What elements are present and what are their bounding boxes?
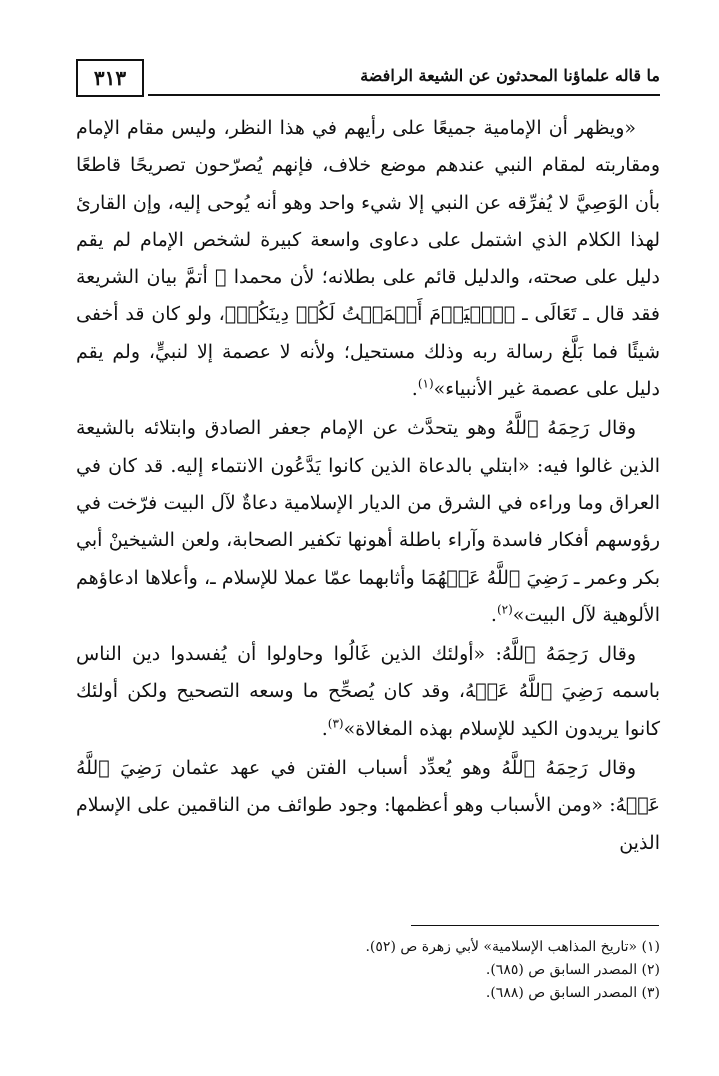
paragraph: «ويظهر أن الإمامية جميعًا على رأيهم في هذا النظر، وليس مقام الإمام ومقاربته لمقام النبي عندهم موضع خلاف، فإنهم يُصرّحون تصريحًا قاطعًا بأن الوَصِيَّ لا يُفرِّقه عن النبي إلا شيء واحد وهو أنه يُوحى إليه، وإن القارئ لهذا الكلام الذي اشتمل على دعاوى واسعة كبيرة لشخص الإمام لم يقم دليل على صحته، والدليل قائم على بطلانه؛ لأن محمدا ﷺ أتمَّ بيان الشريعة فقد قال ـ تَعَالَى ـ ﴿ٱلۡيَوۡمَ أَكۡمَلۡتُ لَكُمۡ دِينَكُمۡ﴾، ولو كان قد أخفى شيئًا فما بَلَّغ رسالة ربه وذلك مستحيل؛ ولأنه لا عصمة إلا لنبيٍّ، ولم يقم دليل على عصمة غير الأنبياء»$^{(١)}$.	[76, 117, 660, 401]
page-number-box	[76, 59, 144, 97]
footnote-ref: (٢)	[496, 602, 513, 617]
paragraph: وقال رَحِمَهُ ٱللَّهُ وهو يتحدَّث عن الإمام جعفر الصادق وابتلائه بالشيعة الذين غالوا فيه: «ابتلي بالدعاة الذين كانوا يَدَّعُون الانتماء إليه. قد كان في العراق وما وراءه في الشرق من الديار الإسلامية دعاةٌ لآل البيت فرّخت في رؤوسهم أفكار فاسدة وآراء باطلة أهونها تكفير الصحابة، ولعن الشيخينْ أبي بكر وعمر ـ رَضِيَ ٱللَّهُ عَنۡهُمَا وأثابهما عمّا عملا للإسلام ـ، وأعلاها ادعاؤهم الألوهية لآل البيت»$^{(٢)}$.	[76, 417, 660, 626]
footnote: (١) «تاريخ المذاهب الإسلامية» لأبي زهرة ص (٥٢).	[365, 939, 660, 955]
paragraph-text: وقال رَحِمَهُ ٱللَّهُ وهو يتحدَّث عن الإمام جعفر الصادق وابتلائه بالشيعة الذين غالوا فيه: «ابتلي بالدعاة الذين كانوا يَدَّعُون الانتماء إليه. قد كان في العراق وما وراءه في الشرق من الديار الإسلامية دعاةٌ لآل البيت فرّخت في رؤوسهم أفكار فاسدة وآراء باطلة أهونها تكفير الصحابة، ولعن الشيخينْ أبي بكر وعمر ـ رَضِيَ ٱللَّهُ عَنۡهُمَا وأثابهما عمّا عملا للإسلام ـ، وأعلاها ادعاؤهم الألوهية لآل البيت»	[76, 417, 660, 626]
paragraph-text: «ويظهر أن الإمامية جميعًا على رأيهم في هذا النظر، وليس مقام الإمام ومقاربته لمقام النبي عندهم موضع خلاف، فإنهم يُصرّحون تصريحًا قاطعًا بأن الوَصِيَّ لا يُفرِّقه عن النبي إلا شيء واحد وهو أنه يُوحى إليه، وإن القارئ لهذا الكلام الذي اشتمل على دعاوى واسعة كبيرة لشخص الإمام لم يقم دليل على صحته، والدليل قائم على بطلانه؛ لأن محمدا ﷺ أتمَّ بيان الشريعة فقد قال ـ تَعَالَى ـ ﴿ٱلۡيَوۡمَ أَكۡمَلۡتُ لَكُمۡ دِينَكُمۡ﴾، ولو كان قد أخفى شيئًا فما بَلَّغ رسالة ربه وذلك مستحيل؛ ولأنه لا عصمة إلا لنبيٍّ، ولم يقم دليل على عصمة غير الأنبياء»	[76, 117, 660, 401]
paragraph	[76, 750, 660, 862]
footnotes	[76, 936, 660, 1005]
footnote: (٣) المصدر السابق ص (٦٨٨).	[485, 985, 660, 1001]
footnote-ref: (٣)	[327, 716, 344, 731]
page-number: ٣١٣	[93, 66, 127, 90]
paragraph-text: وقال رَحِمَهُ ٱللَّهُ وهو يُعدِّد أسباب الفتن في عهد عثمان رَضِيَ ٱللَّهُ عَنۡهُ: «ومن الأسباب وهو أعظمها: وجود طوائف من الناقمين على الإسلام الذين	[76, 757, 660, 854]
running-title: ما قاله علماؤنا المحدثون عن الشيعة الرافضة	[360, 66, 660, 85]
footnote-ref: (١)	[417, 376, 434, 391]
footnote-separator	[411, 925, 659, 926]
main-text	[76, 110, 660, 862]
header-rule	[148, 94, 660, 96]
paragraph: وقال رَحِمَهُ ٱللَّهُ: «أولئك الذين غَالُوا وحاولوا أن يُفسدوا دين الناس باسمه رَضِيَ ٱللَّهُ عَنۡهُ، وقد كان يُصحِّح ما وسعه التصحيح ولكن أولئك كانوا يريدون الكيد للإسلام بهذه المغالاة»$^{(٣)}$.	[76, 643, 660, 740]
paragraph-text: وقال رَحِمَهُ ٱللَّهُ: «أولئك الذين غَالُوا وحاولوا أن يُفسدوا دين الناس باسمه رَضِيَ ٱللَّهُ عَنۡهُ، وقد كان يُصحِّح ما وسعه التصحيح ولكن أولئك كانوا يريدون الكيد للإسلام بهذه المغالاة»	[76, 643, 660, 740]
page-header	[76, 56, 660, 100]
footnote: (٢) المصدر السابق ص (٦٨٥).	[485, 962, 660, 978]
